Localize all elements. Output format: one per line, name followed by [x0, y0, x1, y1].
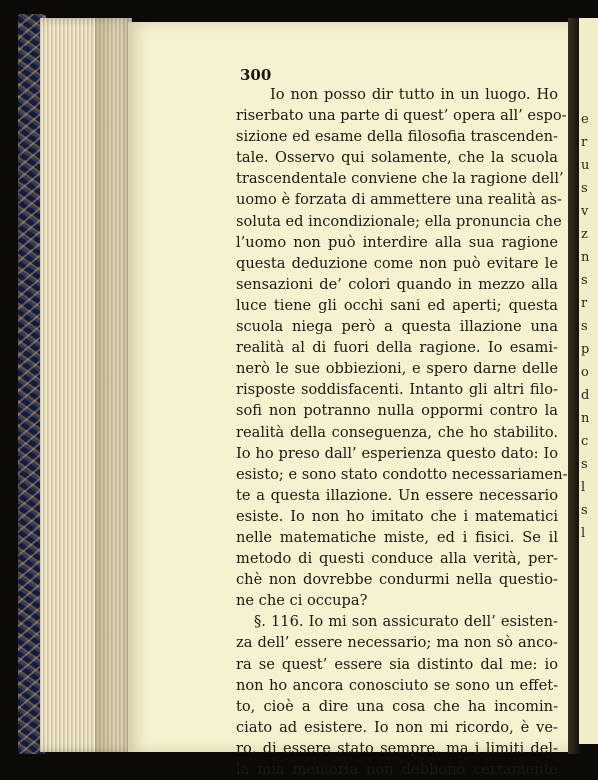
text-line: ra se quest’ essere sia distinto dal me: io [236, 655, 558, 673]
text-line: soluta ed incondizionale; ella pronuncia che [236, 212, 562, 230]
page-fold-shadow [95, 18, 131, 752]
text-line: nerò le sue obbiezioni, e spero darne delle [236, 360, 558, 378]
text-line: ro, di essere stato sempre, ma i limiti del- [236, 739, 558, 757]
text-line: riserbato una parte di quest’ opera all’ espo- [236, 107, 567, 125]
facing-page [579, 18, 598, 744]
text-line: nelle matematiche miste, ed i fisici. Se il [236, 528, 558, 546]
text-line: l’uomo non può interdire alla sua ragione [236, 233, 558, 251]
text-line: esiste. Io non ho imitato che i matematici [236, 507, 558, 525]
text-line: Io non posso dir tutto in un luogo. Ho [270, 86, 558, 103]
text-line: to, cioè a dire una cosa che ha incomin- [236, 697, 558, 715]
text-line: sofi non potranno nulla oppormi contro la [236, 402, 558, 420]
text-line: te a questa illazione. Un essere necessario [236, 486, 558, 504]
text-line: sensazioni de’ colori quando in mezzo alla [236, 275, 558, 293]
text-line: ne che ci occupa? [236, 592, 368, 610]
text-line: questa deduzione come non può evitare le [236, 254, 558, 272]
text-line: luce tiene gli occhi sani ed aperti; questa [236, 296, 558, 314]
text-line: trascendentale conviene che la ragione dell’ [236, 170, 564, 188]
facing-page-text: e r u s v z n s r s p o d n c s l s l [581, 112, 590, 541]
text-line: la mia memoria non debbono certamente [236, 761, 558, 778]
text-line: risposte soddisfacenti. Intanto gli altri filo- [236, 381, 558, 399]
text-line: za dell’ essere necessario; ma non sò anco- [236, 634, 558, 652]
text-line: §. 116. Io mi son assicurato dell’ esisten- [254, 613, 558, 631]
text-line: scuola niega però a questa illazione una [236, 318, 558, 336]
text-line: Io ho preso dall’ esperienza questo dato: Io [236, 444, 558, 462]
text-line: realità della conseguenza, che ho stabilito. [236, 423, 558, 441]
text-line: ciato ad esistere. Io non mi ricordo, è ve- [236, 718, 558, 736]
text-line: esisto; e sono stato condotto necessariamen- [236, 465, 568, 483]
text-line: tale. Osservo qui solamente, che la scuola [236, 149, 558, 167]
page-text [236, 84, 568, 780]
text-line: realità al di fuori della ragione. Io esami- [236, 339, 558, 357]
text-line: non ho ancora conosciuto se sono un effet- [236, 676, 558, 694]
text-line: uomo è forzata di ammettere una realità as- [236, 191, 562, 209]
text-line: chè non dovrebbe condurmi nella questio- [236, 571, 558, 589]
page-number: 300 [240, 66, 272, 84]
text-line: metodo di questi conduce alla verità, per- [236, 550, 558, 568]
text-line: sizione ed esame della filosofia trascenden- [236, 128, 558, 146]
